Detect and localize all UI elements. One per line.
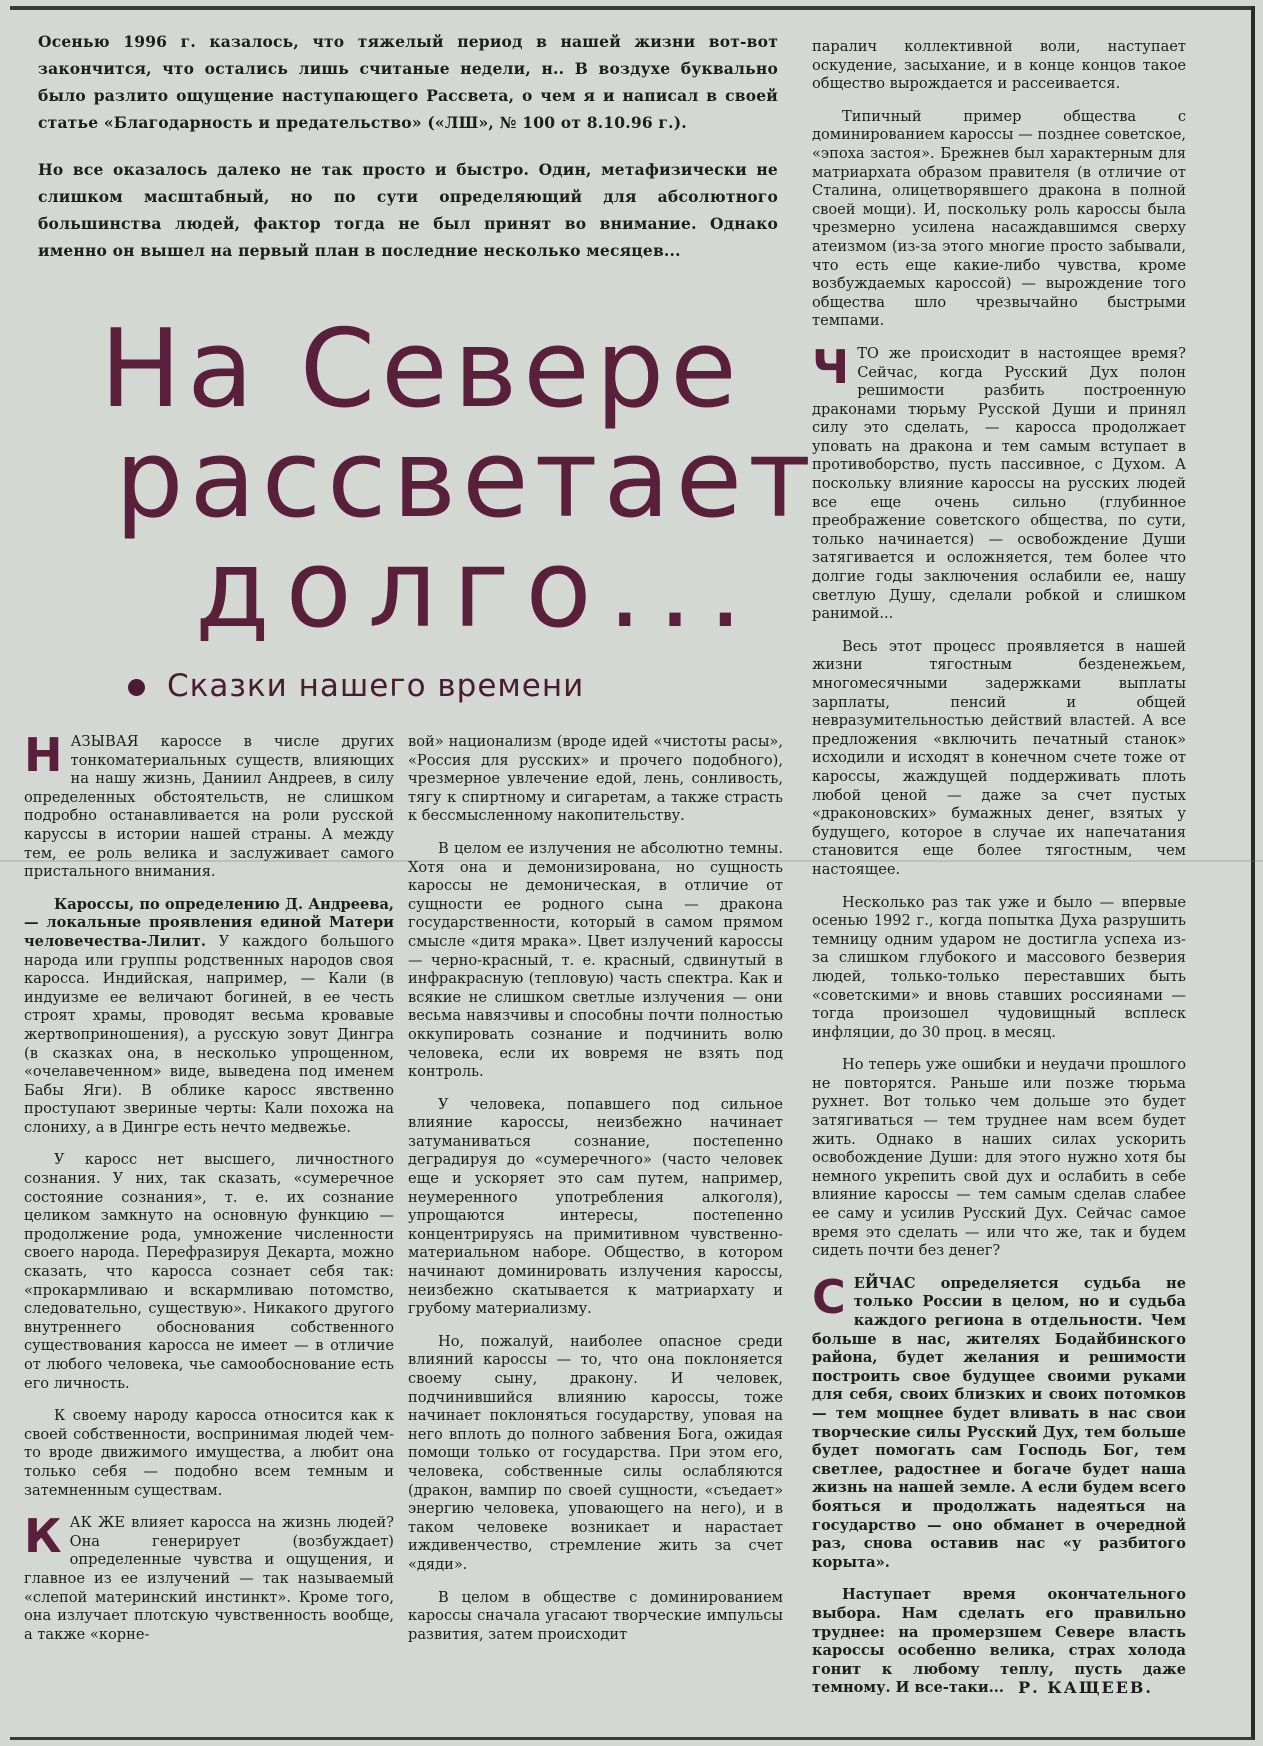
paragraph: Типичный пример общества с доминированием кароссы — позднее советское, «эпоха застоя». Брежнев был характерным для матриархата образом правителя (в отличие от Сталина, олицетворявшего дракона в полной своей мощи). И, поскольку роль кароссы была чрезмерно усилена насаждавшимся сверху атеизмом (из-за этого многие просто забывали, что есть еще какие-либо чувства, кроме возбуждаемых кароссой) — вырождение того общества шло чрезвычайно быстрыми темпами. bbox=[812, 107, 1186, 330]
paragraph-text: АК ЖЕ влияет каросса на жизнь людей? Она генерирует (возбуждает) определенные чувства и ощущения, и главное из ее излучений — так называемый «слепой материнский инстинкт». Кроме того, она излучает плотскую чувственность вообще, а также «корне- bbox=[24, 1514, 394, 1643]
column-3 bbox=[812, 38, 1186, 1712]
rubric-subhead bbox=[128, 668, 584, 704]
column-1 bbox=[24, 728, 394, 1658]
paragraph: вой» национализм (вроде идей «чистоты расы», «Россия для русских» и прочего подобного), чрезмерное увлечение едой, лень, сонливость, тягу к спиртному и сигаретам, а также страсть к бессмысленному накопительству. bbox=[408, 733, 783, 825]
article-headline bbox=[100, 307, 818, 652]
paragraph: Но теперь уже ошибки и неудачи прошлого не повторятся. Раньше или позже тюрьма рухнет. Вот только чем дольше это будет затягиваться — тем труднее нам всем будет жить. Однако в наших силах ускорить освобождение Души: для этого нужно хотя бы немного укрепить свой дух и ослабить в себе влияние кароссы — тем самым сделав слабее ее саму и усилив Русский Дух. Сейчас самое время это сделать — или что же, так и будем сидеть почти без денег? bbox=[812, 1056, 1186, 1260]
paragraph-text: ЕЙЧАС определяется судьба не только России в целом, но и судьба каждого региона в отдельности. Чем больше в нас, жителях Бодайбинского района, будет желания и решимости построить свое будущее своими руками для себя, своих близких и своих потомков — тем мощнее будет вливать в нас свои творческие силы Русский Дух, тем больше будет помогать сам Господь Бог, тем светлее, радостнее и богаче будет наша жизнь на нашей земле. А если будем всего бояться и продолжать надеяться на государство — оно обманет в очередной раз, снова оставив нас «у разбитого корыта». bbox=[812, 1274, 1186, 1571]
paragraph: В целом в обществе с доминированием кароссы сначала угасают творческие импульсы развития, затем происходит bbox=[408, 1588, 783, 1643]
paragraph bbox=[24, 896, 394, 1138]
paragraph-text: ТО же происходит в настоящее время? Сейчас, когда Русский Дух полон решимости разбить построенную драконами тюрьму Русской Души и принял силу это сделать, — каросса продолжает уповать на дракона и тем самым вступает в противоборство, пусть пассивное, с Духом. А поскольку влияние кароссы на русских людей все еще очень сильно (глубинное преображение советского общества, по сути, только начинается) — освобождение Души затягивается и осложняется, тем более что долгие годы заключения ослабили ее, нашу светлую Душу, сделали робкой и слишком ранимой... bbox=[812, 344, 1186, 623]
paragraph: У человека, попавшего под сильное влияние кароссы, неизбежно начинает затуманиваться сознание, постепенно деградируя до «сумеречного» (часто человек еще и ускоряет это сам путем, например, неумеренного употребления алкоголя), упрощаются интересы, постепенно концентрируясь на примитивном чувственно-материальном наборе. Общество, в котором начинают доминировать излучения кароссы, неизбежно скатывается к матриархату и грубому материализму. bbox=[408, 1095, 783, 1318]
paragraph: Весь этот процесс проявляется в нашей жизни тягостным безденежьем, многомесячными задержками выплаты зарплаты, пенсий и общей невразумительностью действий властей. А все предложения «включить печатный станок» исходили и исходят в конечном счете тоже от кароссы, жаждущей поддерживать плоть любой ценой — даже за счет пустых «драконовских» бумажных денег, взятых у будущего, которое в случае их напечатания становится еще более тягостным, чем настоящее. bbox=[812, 637, 1186, 878]
paragraph bbox=[812, 1269, 1186, 1573]
paragraph bbox=[24, 728, 394, 882]
headline-line-2: рассветает bbox=[115, 417, 818, 542]
paragraph: Несколько раз так уже и было — впервые осенью 1992 г., когда попытка Духа разрушить темницу одним ударом не достигла успеха из-за слишком глубокого и массового безверия людей, только-только переставших быть «советскими» и вновь ставших россиянами — тогда произошел чудовищный всплеск инфляции, до 30 проц. в месяц. bbox=[812, 893, 1186, 1041]
paragraph: У каросс нет высшего, личностного сознания. У них, так сказать, «сумеречное состояние сознания», т. е. их сознание целиком замкнуто на основную функцию — продолжение рода, умножение численности своего народа. Перефразируя Декарта, можно сказать, что каросса сознает себя так: «прокармливаю и вскармливаю потомство, следовательно, существую». Никакого другого внутреннего обоснования собственного существования каросса не имеет — в отличие от любого человека, чье самообоснование есть его личность. bbox=[24, 1151, 394, 1392]
paragraph-text: АЗЫВАЯ кароссе в числе других тонкоматериальных существ, влияющих на нашу жизнь, Даниил Андреев, в силу определенных обстоятельств, не слишком подробно останавливается на роли русской каруссы в истории нашей страны. А между тем, ее роль велика и заслуживает самого пристального внимания. bbox=[24, 733, 394, 881]
bullet-icon bbox=[128, 679, 145, 696]
bold-definition: Кароссы, по определению Д. Андреева, — локальные проявления единой Матери человечества-Лилит. bbox=[24, 895, 394, 950]
column-2 bbox=[408, 733, 783, 1658]
drop-cap: Н bbox=[24, 728, 63, 782]
author-signature: Р. КАЩЕЕВ. bbox=[1018, 1678, 1153, 1697]
paragraph: Наступает время окончательного выбора. Нам сделать его правильно труднее: на промерзшем Севере власть кароссы особенно велика, страх холода гонит к любому теплу, пусть даже темному. И все-таки... bbox=[812, 1586, 1186, 1697]
headline-line-1: На Севере bbox=[100, 307, 743, 432]
paragraph bbox=[812, 339, 1186, 624]
top-border-rule bbox=[10, 6, 1253, 10]
drop-cap: К bbox=[24, 1509, 62, 1564]
right-border-rule bbox=[1251, 6, 1255, 1740]
drop-cap: С bbox=[812, 1269, 846, 1324]
paragraph: К своему народу каросса относится как к своей собственности, воспринимая людей чем-то вроде движимого имущества, а любит она только себя — подобно всем темным и затемненным существам. bbox=[24, 1407, 394, 1499]
paragraph: паралич коллективной воли, наступает оскудение, засыхание, и в конце концов такое общество вырождается и рассеивается. bbox=[812, 38, 1186, 93]
bottom-border-rule bbox=[10, 1737, 1253, 1740]
paragraph-text: У каждого большого народа или группы родственных народов своя каросса. Индийская, например, — Кали (в индуизме ее величают богиней, в ее честь строят храмы, проводят весьма кровавые жертвоприношения), а русскую зовут Дингра (в сказках она, в несколько упрощенном, «очелавеченном» виде, выведена под именем Бабы Яги). В облике каросс явственно проступают звериные черты: Кали похожа на слониху, а в Дингре есть нечто медвежье. bbox=[24, 932, 394, 1136]
intro-lede bbox=[38, 28, 778, 264]
lede-paragraph-2: Но все оказалось далеко не так просто и быстро. Один, метафизически не слишком масштабный, но по сути определяющий для абсолютного большинства людей, фактор тогда не был принят во внимание. Однако именно он вышел на первый план в последние несколько месяцев... bbox=[38, 160, 778, 260]
lede-paragraph-1: Осенью 1996 г. казалось, что тяжелый период в нашей жизни вот-вот закончится, что остались лишь считаные недели, н.. В воздухе буквально было разлито ощущение наступающего Рассвета, о чем я и написал в своей статье «Благодарность и предательство» («ЛШ», № 100 от 8.10.96 г.). bbox=[38, 32, 778, 132]
paragraph: Но, пожалуй, наиболее опасное среди влияний кароссы — то, что она поклоняется своему сыну, дракону. И человек, подчинившийся влиянию кароссы, тоже начинает поклоняться государству, уповая на него вплоть до полного забвения Бога, ожидая помощи только от государства. При этом его, человека, собственные силы ослабляются (дракон, вампир по своей сущности, «съедает» энергию человека, уповающего на него), и в таком человеке возникает и нарастает иждивенчество, стремление жить за счет «дяди». bbox=[408, 1332, 783, 1573]
rubric-text: Сказки нашего времени bbox=[167, 668, 585, 704]
paragraph: В целом ее излучения не абсолютно темны. Хотя она и демонизирована, но сущность кароссы не демоническая, в отличие от сущности ее родного сына — дракона государственности, который в самом прямом смысле «дитя мрака». Цвет излучений кароссы — черно-красный, т. е. красный, сдвинутый в инфракрасную (тепловую) часть спектра. Как и всякие не слишком светлые излучения — они весьма навязчивы и способны почти полностью оккупировать сознание и подчинить волю человека, если их вовремя не взять под контроль. bbox=[408, 839, 783, 1081]
headline-line-3: долго... bbox=[195, 527, 759, 652]
paragraph bbox=[24, 1509, 394, 1644]
drop-cap: Ч bbox=[812, 339, 850, 394]
